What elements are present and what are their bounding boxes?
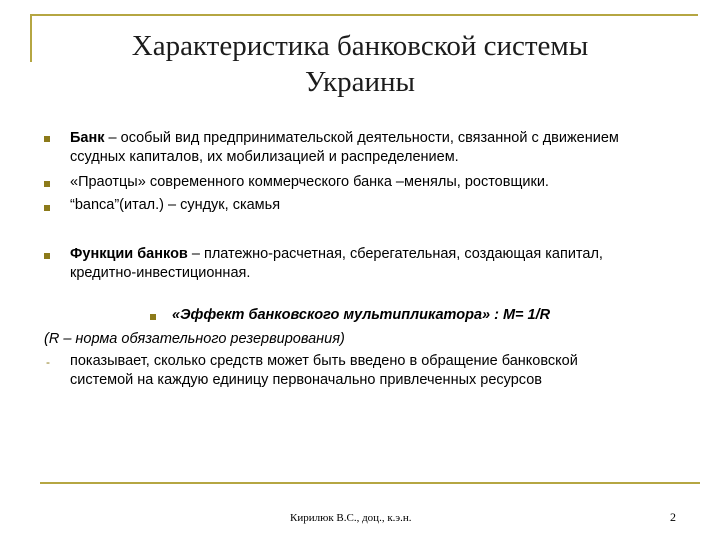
- multiplier-desc-line-1: показывает, сколько средств может быть введено в обращение банковской: [70, 353, 578, 369]
- multiplier-desc-line-2: системой на каждую единицу первоначально привлеченных ресурсов: [70, 372, 542, 388]
- bullet-4-line-1: [70, 245, 603, 264]
- slide-title: [40, 28, 680, 100]
- multiplier-note-text: (R – норма обязательного резервирования): [44, 331, 345, 347]
- frame-left-rule: [30, 14, 32, 62]
- multiplier-note: [44, 330, 345, 349]
- bullet-4-line-2: кредитно-инвестиционная.: [70, 265, 251, 281]
- multiplier-heading: [172, 306, 550, 325]
- title-line-2: Украины: [305, 66, 415, 98]
- bullet-3-text: “banca”(итал.) – сундук, скамья: [70, 197, 281, 213]
- dash-marker: -: [46, 355, 50, 369]
- bullet-1-line-2: ссудных капиталов, их мобилизацией и распределением.: [70, 149, 459, 165]
- functions-definition: – платежно-расчетная, сберегательная, создающая капитал,: [187, 246, 603, 262]
- bullet-2-text: «Праотцы» современного коммерческого банка –менялы, ростовщики.: [70, 174, 549, 190]
- bullet-marker: [44, 181, 50, 187]
- frame-bottom-rule: [40, 482, 700, 484]
- bullet-marker: [150, 314, 156, 320]
- bullet-1-line-1: [70, 129, 619, 148]
- title-line-1: Характеристика банковской системы: [131, 30, 589, 62]
- bullet-marker: [44, 136, 50, 142]
- bullet-marker: [44, 205, 50, 211]
- bank-definition: – особый вид предпринимательской деятельности, связанной с движением: [104, 130, 619, 146]
- bank-term: Банк: [70, 130, 105, 146]
- functions-term: Функции банков: [70, 246, 188, 262]
- frame-top-rule: [30, 14, 698, 16]
- page-number: 2: [670, 510, 676, 524]
- footer-author: Кирилюк В.С., доц., к.э.н.: [290, 512, 412, 524]
- multiplier-heading-text: «Эффект банковского мультипликатора» : М= 1/R: [172, 307, 551, 323]
- bullet-marker: [44, 253, 50, 259]
